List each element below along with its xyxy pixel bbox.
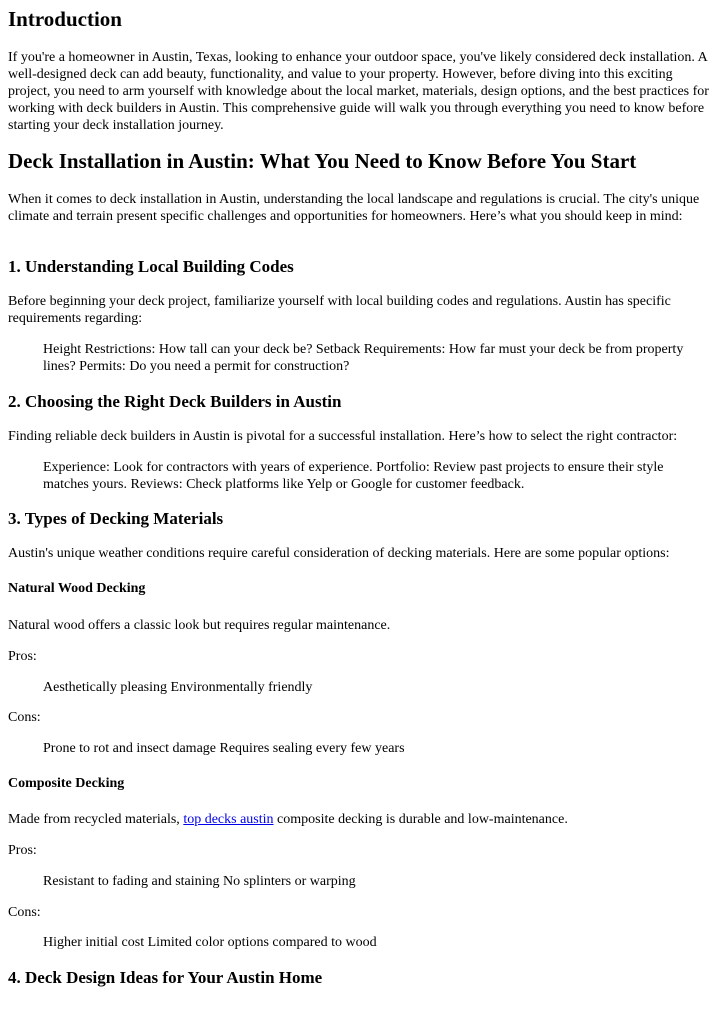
composite-cons-list: Higher initial cost Limited color options compared to wood [43, 935, 377, 950]
wood-cons-list: Prone to rot and insect damage Requires sealing every few years [43, 741, 405, 756]
builders-list: Experience: Look for contractors with years of experience. Portfolio: Review past projects to ensure their style matches yours. Reviews: Check platforms like Yelp or Google for customer feedback. [43, 460, 664, 492]
builders-heading: 2. Choosing the Right Deck Builders in Austin [8, 392, 342, 411]
composite-text-after: composite decking is durable and low-maintenance. [273, 812, 568, 827]
intro-heading: Introduction [8, 7, 122, 31]
composite-pros-list: Resistant to fading and staining No splinters or warping [43, 874, 356, 889]
top-decks-austin-link[interactable]: top decks austin [183, 812, 274, 827]
codes-heading: 1. Understanding Local Building Codes [8, 257, 294, 276]
composite-paragraph [8, 811, 712, 828]
wood-cons-label: Cons: [8, 710, 41, 725]
materials-heading: 3. Types of Decking Materials [8, 509, 224, 528]
design-heading: 4. Deck Design Ideas for Your Austin Home [8, 968, 323, 987]
codes-paragraph: Before beginning your deck project, familiarize yourself with local building codes and regulations. Austin has specific requirements regarding: [8, 294, 671, 326]
composite-pros-label: Pros: [8, 843, 37, 858]
composite-heading: Composite Decking [8, 776, 125, 791]
composite-text-before: Made from recycled materials, [8, 812, 184, 827]
composite-cons-label: Cons: [8, 905, 41, 920]
wood-pros-label: Pros: [8, 649, 37, 664]
materials-paragraph: Austin's unique weather conditions require careful consideration of decking materials. Here are some popular options: [8, 546, 670, 561]
builders-paragraph: Finding reliable deck builders in Austin is pivotal for a successful installation. Here’s how to select the right contractor: [8, 429, 678, 444]
main-paragraph: When it comes to deck installation in Austin, understanding the local landscape and regulations is crucial. The city's unique climate and terrain present specific challenges and opportunities for homeowners. Here’s what you should keep in mind: [8, 192, 700, 224]
wood-paragraph: Natural wood offers a classic look but requires regular maintenance. [8, 618, 391, 633]
intro-paragraph: If you're a homeowner in Austin, Texas, looking to enhance your outdoor space, you've likely considered deck installation. A well-designed deck can add beauty, functionality, and value to your property. However, before diving into this exciting project, you need to arm yourself with knowledge about the local market, materials, design options, and the best practices for working with deck builders in Austin. This comprehensive guide will walk you through everything you need to know before starting your deck installation journey. [8, 50, 709, 133]
wood-heading: Natural Wood Decking [8, 581, 146, 596]
codes-list: Height Restrictions: How tall can your deck be? Setback Requirements: How far must your deck be from property lines? Permits: Do you need a permit for construction? [43, 342, 684, 374]
main-heading: Deck Installation in Austin: What You Need to Know Before You Start [8, 149, 637, 173]
wood-pros-list: Aesthetically pleasing Environmentally friendly [43, 680, 313, 695]
